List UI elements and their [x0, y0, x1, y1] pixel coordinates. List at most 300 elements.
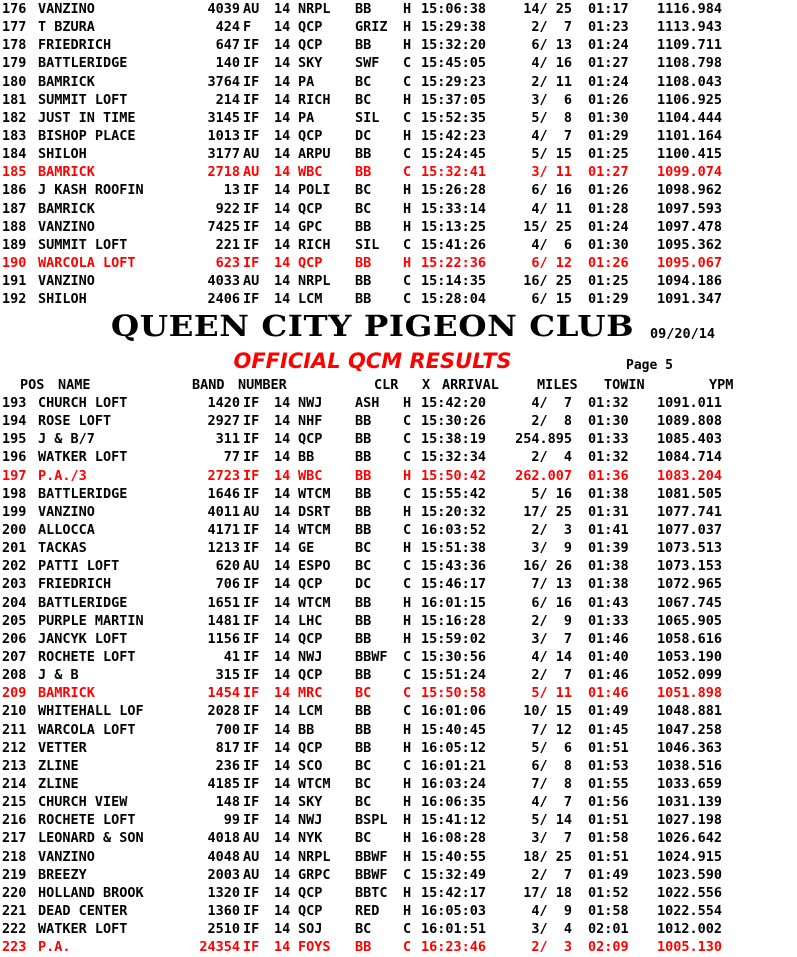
miles-cell: 4/ 9 [531, 902, 572, 919]
color-cell: BC [355, 921, 372, 938]
miles-cell: 5/ 16 [531, 485, 572, 502]
arrival-cell: 15:24:45 [421, 146, 487, 163]
club-cell: NRPL [298, 273, 331, 290]
band-cell: 4011 [207, 503, 240, 520]
race-date: 09/20/14 [650, 326, 716, 342]
miles-cell: 3/ 11 [531, 164, 572, 181]
miles-cell: 4/ 7 [531, 794, 572, 811]
band-prefix-cell: AU [243, 164, 260, 181]
band-year-cell: 14 [274, 146, 291, 163]
band-prefix-cell: IF [243, 395, 260, 411]
sex-cell: C [403, 146, 412, 163]
arrival-cell: 15:40:45 [421, 721, 487, 738]
sex-cell: H [403, 200, 412, 217]
towin-cell: 01:27 [588, 55, 629, 72]
band-prefix-cell: IF [243, 485, 260, 502]
band-prefix-cell: AU [243, 273, 260, 290]
sex-cell: C [403, 273, 412, 290]
sex-cell: H [403, 127, 412, 144]
club-cell: WTCM [298, 485, 331, 502]
band-year-cell: 14 [274, 558, 291, 575]
color-cell: BB [355, 273, 372, 290]
band-cell: 2028 [207, 703, 240, 720]
club-cell: QCP [298, 37, 323, 54]
name-cell: ROCHETE LOFT [38, 812, 136, 829]
name-cell: P.A./3 [38, 467, 87, 484]
band-year-cell: 14 [274, 902, 291, 919]
miles-cell: 2/ 4 [531, 449, 572, 466]
ypm-cell: 1046.363 [656, 739, 722, 756]
pos-cell: 219 [2, 866, 27, 883]
ypm-cell: 1072.965 [656, 576, 722, 593]
sex-cell: C [403, 703, 412, 720]
towin-cell: 01:24 [588, 37, 629, 54]
color-cell: BC [355, 757, 372, 774]
name-cell: SUMMIT LOFT [38, 91, 128, 108]
band-year-cell: 14 [274, 254, 291, 271]
name-cell: J & B/7 [38, 431, 95, 448]
ypm-cell: 1081.505 [656, 485, 722, 502]
color-cell: BBWF [355, 848, 388, 865]
color-cell: BB [355, 939, 372, 956]
color-cell: BB [355, 467, 372, 484]
miles-cell: 4/ 6 [531, 236, 572, 253]
color-cell: BC [355, 775, 372, 792]
name-cell: JANCYK LOFT [38, 630, 128, 647]
color-cell: BB [355, 721, 372, 738]
ypm-cell: 1012.002 [656, 921, 722, 938]
arrival-cell: 15:32:20 [421, 37, 487, 54]
band-year-cell: 14 [274, 1, 291, 17]
arrival-cell: 15:22:36 [421, 254, 487, 271]
pos-cell: 222 [2, 921, 27, 938]
name-cell: ZLINE [38, 775, 79, 792]
band-prefix-cell: IF [243, 236, 260, 253]
band-year-cell: 14 [274, 503, 291, 520]
ypm-cell: 1116.984 [656, 1, 722, 17]
band-year-cell: 14 [274, 540, 291, 557]
towin-cell: 01:30 [588, 413, 629, 430]
ypm-cell: 1077.741 [656, 503, 722, 520]
club-cell: QCP [298, 667, 323, 684]
name-cell: WHITEHALL LOF [38, 703, 144, 720]
miles-cell: 2/ 9 [531, 612, 572, 629]
band-cell: 4033 [207, 273, 240, 290]
pos-cell: 214 [2, 775, 27, 792]
band-cell: 140 [215, 55, 240, 72]
band-cell: 99 [223, 812, 240, 829]
miles-cell: 17/ 18 [523, 884, 572, 901]
color-cell: BB [355, 449, 372, 466]
towin-cell: 01:26 [588, 91, 629, 108]
miles-cell: 6/ 16 [531, 594, 572, 611]
pos-cell: 198 [2, 485, 27, 502]
club-cell: FOYS [298, 939, 331, 956]
band-cell: 1013 [207, 127, 240, 144]
ypm-cell: 1098.962 [656, 182, 722, 199]
towin-cell: 01:39 [588, 540, 629, 557]
towin-cell: 01:25 [588, 273, 629, 290]
col-miles: MILES [537, 377, 578, 393]
color-cell: BB [355, 413, 372, 430]
band-year-cell: 14 [274, 830, 291, 847]
name-cell: BATTLERIDGE [38, 485, 128, 502]
band-year-cell: 14 [274, 812, 291, 829]
ypm-cell: 1106.925 [656, 91, 722, 108]
miles-cell: 10/ 15 [523, 703, 572, 720]
sex-cell: C [403, 449, 412, 466]
name-cell: FRIEDRICH [38, 37, 112, 54]
towin-cell: 01:38 [588, 576, 629, 593]
band-cell: 7425 [207, 218, 240, 235]
arrival-cell: 16:23:46 [421, 939, 487, 956]
pos-cell: 176 [2, 1, 27, 17]
ypm-cell: 1026.642 [656, 830, 722, 847]
sex-cell: C [403, 866, 412, 883]
club-cell: QCP [298, 630, 323, 647]
name-cell: PATTI LOFT [38, 558, 120, 575]
band-year-cell: 14 [274, 485, 291, 502]
color-cell: BB [355, 1, 372, 17]
band-prefix-cell: AU [243, 1, 260, 17]
name-cell: VETTER [38, 739, 87, 756]
club-cell: GRPC [298, 866, 331, 883]
band-prefix-cell: IF [243, 648, 260, 665]
towin-cell: 01:49 [588, 866, 629, 883]
miles-cell: 15/ 25 [523, 218, 572, 235]
band-prefix-cell: IF [243, 218, 260, 235]
club-cell: QCP [298, 576, 323, 593]
band-cell: 3764 [207, 73, 240, 90]
band-year-cell: 14 [274, 19, 291, 36]
arrival-cell: 16:03:52 [421, 521, 487, 538]
towin-cell: 01:41 [588, 521, 629, 538]
towin-cell: 01:26 [588, 254, 629, 271]
name-cell: BAMRICK [38, 685, 95, 702]
towin-cell: 01:46 [588, 630, 629, 647]
band-year-cell: 14 [274, 939, 291, 956]
ypm-cell: 1067.745 [656, 594, 722, 611]
color-cell: BC [355, 540, 372, 557]
ypm-cell: 1094.186 [656, 273, 722, 290]
towin-cell: 02:09 [588, 939, 629, 956]
band-cell: 922 [215, 200, 240, 217]
miles-cell: 5/ 15 [531, 146, 572, 163]
club-cell: NWJ [298, 812, 323, 829]
name-cell: BREEZY [38, 866, 87, 883]
band-cell: 3145 [207, 109, 240, 126]
pos-cell: 208 [2, 667, 27, 684]
ypm-cell: 1024.915 [656, 848, 722, 865]
ypm-cell: 1023.590 [656, 866, 722, 883]
sex-cell: H [403, 775, 412, 792]
miles-cell: 2/ 3 [531, 939, 572, 956]
band-prefix-cell: IF [243, 91, 260, 108]
pos-cell: 223 [2, 939, 27, 956]
band-cell: 24354 [199, 939, 240, 956]
pos-cell: 213 [2, 757, 27, 774]
band-prefix-cell: IF [243, 521, 260, 538]
miles-cell: 3/ 9 [531, 540, 572, 557]
club-cell: ARPU [298, 146, 331, 163]
ypm-cell: 1005.130 [656, 939, 722, 956]
arrival-cell: 15:30:56 [421, 648, 487, 665]
club-cell: PA [298, 73, 315, 90]
arrival-cell: 15:52:35 [421, 109, 487, 126]
band-cell: 1213 [207, 540, 240, 557]
name-cell: BAMRICK [38, 200, 95, 217]
name-cell: CHURCH LOFT [38, 395, 128, 411]
name-cell: LEONARD & SON [38, 830, 144, 847]
band-prefix-cell: IF [243, 291, 260, 308]
band-year-cell: 14 [274, 794, 291, 811]
sex-cell: H [403, 91, 412, 108]
club-cell: SKY [298, 55, 323, 72]
color-cell: BB [355, 521, 372, 538]
name-cell: BATTLERIDGE [38, 55, 128, 72]
towin-cell: 01:45 [588, 721, 629, 738]
arrival-cell: 15:30:26 [421, 413, 487, 430]
col-band: BAND [192, 377, 225, 393]
miles-cell: 2/ 7 [531, 19, 572, 36]
band-cell: 214 [215, 91, 240, 108]
band-cell: 13 [223, 182, 240, 199]
club-cell: NHF [298, 413, 323, 430]
arrival-cell: 15:59:02 [421, 630, 487, 647]
sex-cell: C [403, 73, 412, 90]
miles-cell: 7/ 8 [531, 775, 572, 792]
towin-cell: 01:58 [588, 902, 629, 919]
name-cell: ROSE LOFT [38, 413, 112, 430]
color-cell: SWF [355, 55, 380, 72]
band-prefix-cell: IF [243, 449, 260, 466]
col-number: NUMBER [238, 377, 287, 393]
club-cell: LHC [298, 612, 323, 629]
towin-cell: 01:32 [588, 395, 629, 411]
band-prefix-cell: IF [243, 794, 260, 811]
club-title: QUEEN CITY PIGEON CLUB [110, 309, 635, 343]
name-cell: P.A. [38, 939, 71, 956]
name-cell: WARCOLA LOFT [38, 254, 136, 271]
club-cell: QCP [298, 902, 323, 919]
color-cell: BC [355, 91, 372, 108]
band-prefix-cell: IF [243, 721, 260, 738]
ypm-cell: 1085.403 [656, 431, 722, 448]
miles-cell: 16/ 26 [523, 558, 572, 575]
arrival-cell: 15:41:12 [421, 812, 487, 829]
name-cell: ZLINE [38, 757, 79, 774]
pos-cell: 217 [2, 830, 27, 847]
pos-cell: 207 [2, 648, 27, 665]
name-cell: SHILOH [38, 146, 87, 163]
towin-cell: 01:36 [588, 467, 629, 484]
band-cell: 2406 [207, 291, 240, 308]
band-cell: 315 [215, 667, 240, 684]
club-cell: BB [298, 721, 315, 738]
band-year-cell: 14 [274, 236, 291, 253]
band-prefix-cell: IF [243, 254, 260, 271]
ypm-cell: 1047.258 [656, 721, 722, 738]
band-cell: 77 [223, 449, 240, 466]
club-cell: ESPO [298, 558, 331, 575]
name-cell: VANZINO [38, 848, 95, 865]
band-cell: 1651 [207, 594, 240, 611]
color-cell: BB [355, 667, 372, 684]
band-year-cell: 14 [274, 721, 291, 738]
name-cell: VANZINO [38, 503, 95, 520]
club-cell: QCP [298, 127, 323, 144]
band-prefix-cell: IF [243, 431, 260, 448]
sex-cell: C [403, 431, 412, 448]
miles-cell: 4/ 7 [531, 127, 572, 144]
pos-cell: 220 [2, 884, 27, 901]
ypm-cell: 1038.516 [656, 757, 722, 774]
band-year-cell: 14 [274, 467, 291, 484]
ypm-cell: 1091.347 [656, 291, 722, 308]
ypm-cell: 1091.011 [656, 395, 722, 411]
color-cell: BB [355, 739, 372, 756]
name-cell: BAMRICK [38, 164, 95, 181]
band-year-cell: 14 [274, 37, 291, 54]
pos-cell: 177 [2, 19, 27, 36]
club-cell: LCM [298, 291, 323, 308]
miles-cell: 5/ 14 [531, 812, 572, 829]
club-cell: QCP [298, 254, 323, 271]
pos-cell: 202 [2, 558, 27, 575]
pos-cell: 216 [2, 812, 27, 829]
ypm-cell: 1095.362 [656, 236, 722, 253]
pos-cell: 187 [2, 200, 27, 217]
miles-cell: 3/ 4 [531, 921, 572, 938]
band-prefix-cell: IF [243, 109, 260, 126]
band-prefix-cell: IF [243, 739, 260, 756]
miles-cell: 18/ 25 [523, 848, 572, 865]
pos-cell: 179 [2, 55, 27, 72]
name-cell: WATKER LOFT [38, 449, 128, 466]
miles-cell: 5/ 6 [531, 739, 572, 756]
band-prefix-cell: IF [243, 413, 260, 430]
band-prefix-cell: IF [243, 37, 260, 54]
band-cell: 4185 [207, 775, 240, 792]
ypm-cell: 1108.798 [656, 55, 722, 72]
sex-cell: H [403, 812, 412, 829]
pos-cell: 209 [2, 685, 27, 702]
arrival-cell: 15:41:26 [421, 236, 487, 253]
color-cell: BC [355, 182, 372, 199]
pos-cell: 194 [2, 413, 27, 430]
miles-cell: 17/ 25 [523, 503, 572, 520]
color-cell: SIL [355, 236, 380, 253]
arrival-cell: 15:14:35 [421, 273, 487, 290]
sex-cell: C [403, 576, 412, 593]
club-cell: WBC [298, 164, 323, 181]
miles-cell: 5/ 11 [531, 685, 572, 702]
color-cell: ASH [355, 395, 380, 411]
band-cell: 424 [215, 19, 240, 36]
ypm-cell: 1083.204 [656, 467, 722, 484]
miles-cell: 4/ 7 [531, 395, 572, 411]
club-cell: SKY [298, 794, 323, 811]
name-cell: CHURCH VIEW [38, 794, 128, 811]
name-cell: BISHOP PLACE [38, 127, 136, 144]
band-prefix-cell: IF [243, 200, 260, 217]
club-cell: RICH [298, 91, 331, 108]
sex-cell: C [403, 55, 412, 72]
band-prefix-cell: IF [243, 127, 260, 144]
band-cell: 2510 [207, 921, 240, 938]
sex-cell: C [403, 685, 412, 702]
sex-cell: C [403, 164, 412, 181]
sex-cell: C [403, 521, 412, 538]
miles-cell: 6/ 15 [531, 291, 572, 308]
ypm-cell: 1051.898 [656, 685, 722, 702]
band-prefix-cell: IF [243, 902, 260, 919]
band-cell: 2003 [207, 866, 240, 883]
color-cell: BB [355, 703, 372, 720]
arrival-cell: 15:50:58 [421, 685, 487, 702]
miles-cell: 2/ 3 [531, 521, 572, 538]
arrival-cell: 16:03:24 [421, 775, 487, 792]
pos-cell: 178 [2, 37, 27, 54]
sex-cell: H [403, 37, 412, 54]
band-year-cell: 14 [274, 703, 291, 720]
pos-cell: 183 [2, 127, 27, 144]
color-cell: BBWF [355, 648, 388, 665]
band-year-cell: 14 [274, 73, 291, 90]
color-cell: BB [355, 431, 372, 448]
miles-cell: 3/ 7 [531, 830, 572, 847]
towin-cell: 01:43 [588, 594, 629, 611]
towin-cell: 01:24 [588, 73, 629, 90]
miles-cell: 7/ 12 [531, 721, 572, 738]
ypm-cell: 1052.099 [656, 667, 722, 684]
band-prefix-cell: IF [243, 939, 260, 956]
towin-cell: 01:46 [588, 667, 629, 684]
towin-cell: 01:24 [588, 218, 629, 235]
arrival-cell: 15:16:28 [421, 612, 487, 629]
ypm-cell: 1108.043 [656, 73, 722, 90]
pos-cell: 196 [2, 449, 27, 466]
band-year-cell: 14 [274, 685, 291, 702]
arrival-cell: 16:08:28 [421, 830, 487, 847]
club-cell: NRPL [298, 848, 331, 865]
color-cell: BC [355, 73, 372, 90]
club-cell: SCO [298, 757, 323, 774]
band-cell: 2723 [207, 467, 240, 484]
arrival-cell: 15:29:38 [421, 19, 487, 36]
pos-cell: 212 [2, 739, 27, 756]
pos-cell: 205 [2, 612, 27, 629]
arrival-cell: 15:28:04 [421, 291, 487, 308]
sex-cell: H [403, 884, 412, 901]
pos-cell: 186 [2, 182, 27, 199]
name-cell: SUMMIT LOFT [38, 236, 128, 253]
color-cell: DC [355, 127, 372, 144]
ypm-cell: 1077.037 [656, 521, 722, 538]
band-year-cell: 14 [274, 431, 291, 448]
results-subtitle: OFFICIAL QCM RESULTS [233, 349, 512, 373]
color-cell: BC [355, 794, 372, 811]
towin-cell: 01:51 [588, 812, 629, 829]
color-cell: BB [355, 594, 372, 611]
col-ypm: YPM [709, 377, 734, 393]
color-cell: BB [355, 485, 372, 502]
arrival-cell: 16:01:51 [421, 921, 487, 938]
sex-cell: H [403, 540, 412, 557]
band-prefix-cell: IF [243, 884, 260, 901]
sex-cell: H [403, 395, 412, 411]
band-year-cell: 14 [274, 164, 291, 181]
